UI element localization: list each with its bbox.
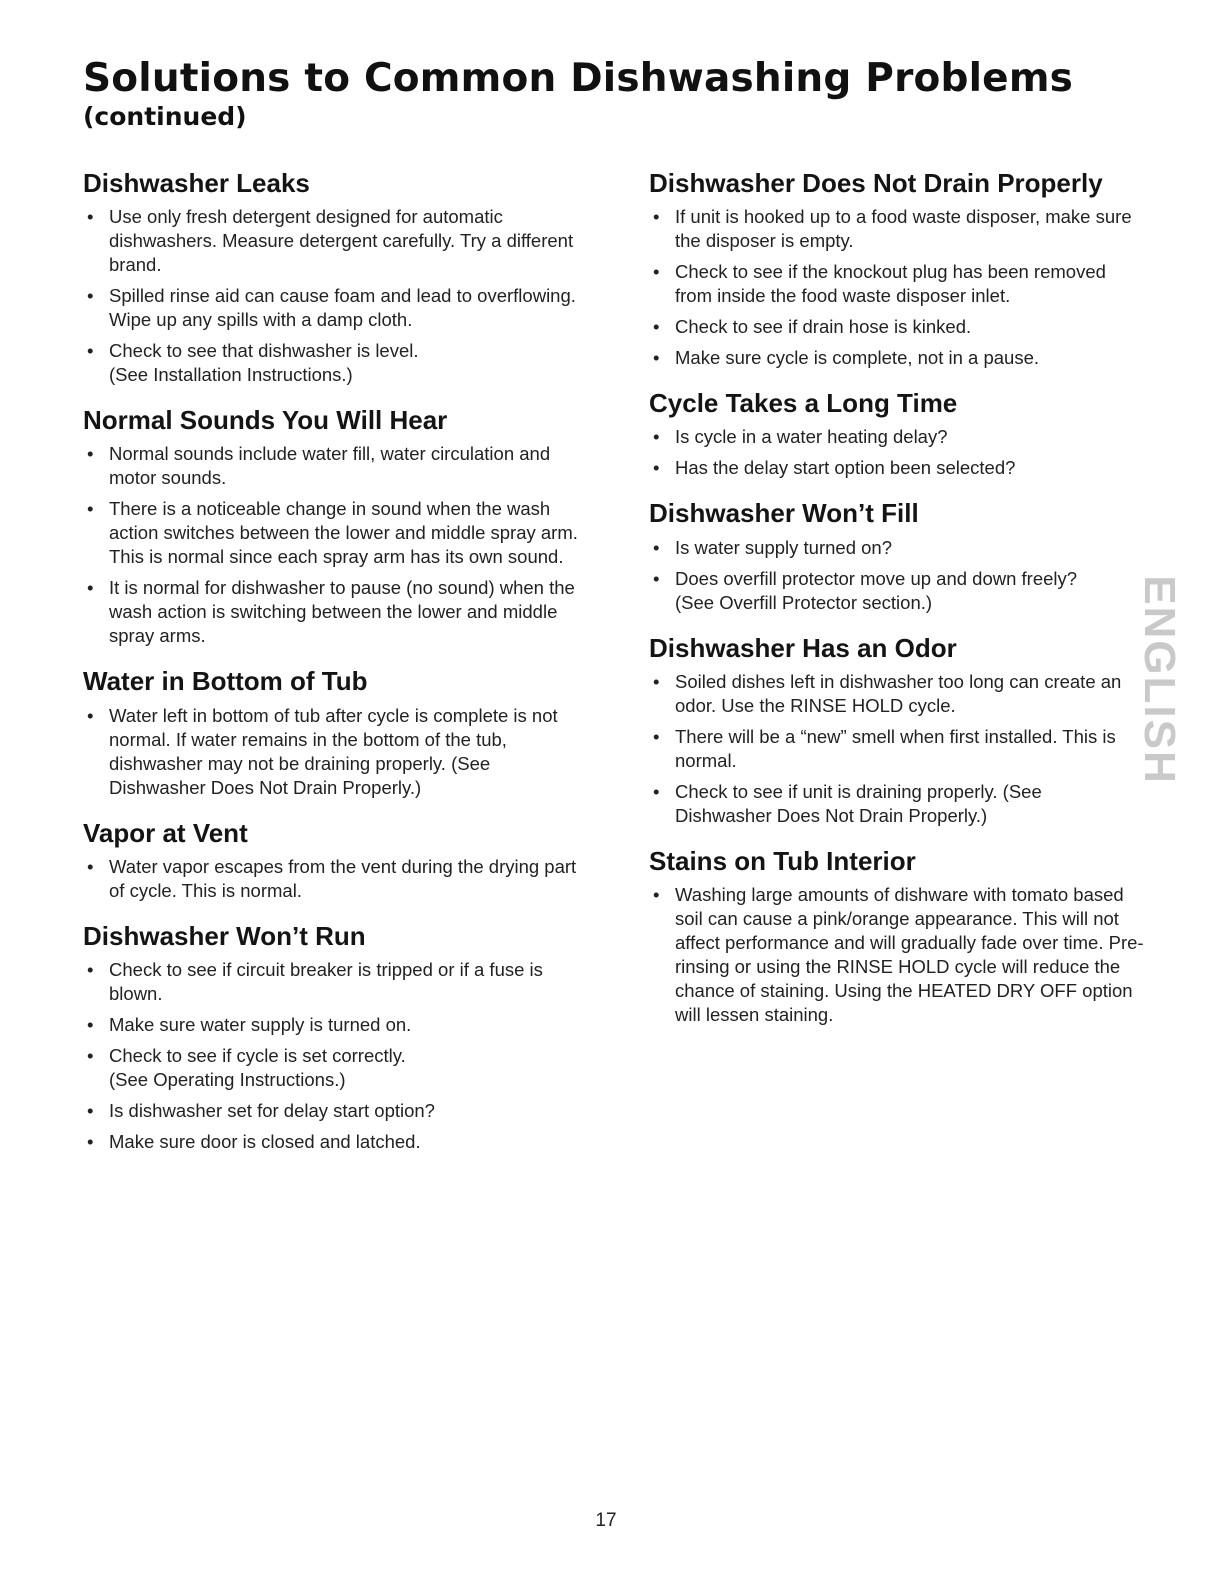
bullet-icon: • — [87, 958, 94, 980]
bullet-icon: • — [653, 457, 660, 479]
list-item-text: Soiled dishes left in dishwasher too long can create an odor. Use the RINSE HOLD cycle. — [675, 670, 1122, 716]
bullet-list — [649, 536, 1144, 615]
list-item-text: If unit is hooked up to a food waste disposer, make sure the disposer is empty. — [675, 206, 1132, 252]
list-item-text: There will be a “new” smell when first installed. This is normal. — [675, 725, 1116, 771]
list-item — [83, 855, 583, 903]
list-item-text: Is water supply turned on? — [675, 536, 892, 558]
bullet-icon: • — [87, 1013, 94, 1035]
list-item-text: Water vapor escapes from the vent during the drying part of cycle. This is normal. — [109, 855, 577, 901]
troubleshooting-section — [649, 633, 1144, 828]
bullet-icon: • — [653, 206, 660, 228]
list-item-text: (See Installation Instructions.) — [109, 364, 353, 386]
list-item-text: Has the delay start option been selected? — [675, 457, 1016, 479]
list-item-text: (See Overfill Protector section.) — [675, 591, 933, 613]
bullet-icon: • — [653, 725, 660, 747]
page-title: Solutions to Common Dishwashing Problems — [83, 56, 1074, 101]
bullet-icon: • — [87, 855, 94, 877]
bullet-list — [649, 205, 1144, 370]
list-item-text: Check to see if the knockout plug has been removed from inside the food waste disposer inlet. — [675, 261, 1106, 307]
bullet-icon: • — [653, 536, 660, 558]
bullet-icon: • — [653, 567, 660, 589]
list-item-text: Make sure water supply is turned on. — [109, 1013, 412, 1035]
bullet-icon: • — [653, 883, 660, 905]
bullet-icon: • — [87, 206, 94, 228]
bullet-icon: • — [653, 426, 660, 448]
section-heading: Dishwasher Leaks — [83, 168, 310, 198]
list-item — [649, 456, 1144, 480]
troubleshooting-section — [83, 921, 583, 1154]
bullet-icon: • — [87, 498, 94, 520]
section-heading: Dishwasher Has an Odor — [649, 632, 957, 663]
troubleshooting-section — [83, 405, 583, 648]
list-item — [83, 1013, 583, 1037]
bullet-list — [649, 670, 1144, 828]
section-heading: Dishwasher Won’t Fill — [649, 498, 919, 529]
list-item — [649, 315, 1144, 339]
bullet-icon: • — [653, 347, 660, 369]
list-item — [83, 1130, 583, 1154]
section-heading: Dishwasher Won’t Run — [83, 920, 366, 951]
bullet-list — [649, 425, 1144, 480]
list-item-text: Normal sounds include water fill, water circulation and motor sounds. — [109, 443, 551, 489]
troubleshooting-section — [83, 666, 583, 799]
list-item-text: Dishwasher Does Not Drain Properly.) — [675, 804, 988, 826]
list-item-text: Check to see if drain hose is kinked. — [675, 316, 972, 338]
troubleshooting-section — [649, 498, 1144, 614]
list-item — [83, 704, 583, 800]
list-item — [83, 205, 583, 277]
list-item-text: Check to see if unit is draining properly. (See — [675, 780, 1042, 802]
list-item-text: Make sure door is closed and latched. — [109, 1130, 421, 1152]
section-heading: Vapor at Vent — [83, 817, 248, 848]
bullet-icon: • — [653, 316, 660, 338]
bullet-icon: • — [653, 670, 660, 692]
list-item — [649, 346, 1144, 370]
troubleshooting-section — [83, 818, 583, 903]
list-item — [83, 1044, 583, 1092]
bullet-list — [83, 704, 583, 800]
bullet-icon: • — [87, 340, 94, 362]
right-column — [649, 168, 1144, 1045]
bullet-icon: • — [87, 443, 94, 465]
section-heading: Dishwasher Does Not Drain Properly — [649, 168, 1103, 198]
language-side-tab — [1133, 560, 1185, 800]
bullet-list — [649, 883, 1144, 1027]
list-item — [649, 536, 1144, 560]
bullet-icon: • — [653, 261, 660, 283]
list-item-text: Water left in bottom of tub after cycle is complete is not normal. If water remains in the bottom of the tub, dishwasher may not be draining properly. (See Dishwasher Does Not Drain Properly.) — [109, 704, 558, 798]
page-subtitle: (continued) — [83, 102, 247, 131]
troubleshooting-section — [649, 388, 1144, 480]
bullet-icon: • — [87, 577, 94, 599]
list-item-text: Use only fresh detergent designed for automatic dishwashers. Measure detergent carefully. Try a different brand. — [109, 206, 574, 276]
list-item-text: Is cycle in a water heating delay? — [675, 426, 948, 448]
troubleshooting-section — [649, 168, 1144, 370]
list-item-text: (See Operating Instructions.) — [109, 1068, 346, 1090]
section-heading: Stains on Tub Interior — [649, 845, 916, 876]
left-column — [83, 168, 583, 1172]
section-heading: Normal Sounds You Will Hear — [83, 405, 448, 436]
list-item — [649, 260, 1144, 308]
list-item — [83, 339, 583, 387]
list-item — [83, 958, 583, 1006]
troubleshooting-section — [649, 846, 1144, 1027]
bullet-icon: • — [87, 1099, 94, 1121]
bullet-icon: • — [87, 1044, 94, 1066]
list-item — [649, 883, 1144, 1027]
list-item — [83, 1099, 583, 1123]
list-item-text: Does overfill protector move up and down freely? — [675, 567, 1078, 589]
section-heading: Cycle Takes a Long Time — [649, 388, 958, 419]
list-item-text: Check to see that dishwasher is level. — [109, 340, 419, 362]
list-item — [649, 780, 1144, 828]
bullet-icon: • — [653, 780, 660, 802]
list-item — [649, 205, 1144, 253]
list-item — [83, 284, 583, 332]
list-item-text: There is a noticeable change in sound when the wash action switches between the lower and middle spray arm. This is normal since each spray arm has its own sound. — [109, 498, 578, 568]
bullet-list — [83, 958, 583, 1154]
section-heading: Water in Bottom of Tub — [83, 666, 368, 697]
list-item-text: Make sure cycle is complete, not in a pause. — [675, 347, 1040, 369]
list-item-text: Spilled rinse aid can cause foam and lead to overflowing. Wipe up any spills with a damp cloth. — [109, 285, 576, 331]
list-item — [83, 576, 583, 648]
list-item — [83, 442, 583, 490]
troubleshooting-section — [83, 168, 583, 387]
list-item-text: Check to see if circuit breaker is tripped or if a fuse is blown. — [109, 958, 543, 1004]
list-item — [83, 497, 583, 569]
list-item — [649, 425, 1144, 449]
bullet-list — [83, 442, 583, 648]
bullet-icon: • — [87, 1130, 94, 1152]
list-item-text: Check to see if cycle is set correctly. — [109, 1044, 406, 1066]
language-side-tab-label: ENGLISH — [1135, 575, 1185, 785]
bullet-icon: • — [87, 285, 94, 307]
list-item — [649, 567, 1144, 615]
list-item — [649, 725, 1144, 773]
list-item — [649, 670, 1144, 718]
bullet-icon: • — [87, 704, 94, 726]
bullet-list — [83, 855, 583, 903]
list-item-text: Washing large amounts of dishware with tomato based soil can cause a pink/orange appearance. This will not affect performance and will gradually fade over time. Pre-rinsing or using the RINSE HOLD cycle will reduce the chance of staining. Using the HEATED DRY OFF option will lessen staining. — [675, 883, 1144, 1025]
list-item-text: It is normal for dishwasher to pause (no sound) when the wash action is switching between the lower and middle spray arms. — [109, 577, 575, 647]
page-number: 17 — [595, 1510, 617, 1531]
list-item-text: Is dishwasher set for delay start option? — [109, 1099, 435, 1121]
bullet-list — [83, 205, 583, 387]
